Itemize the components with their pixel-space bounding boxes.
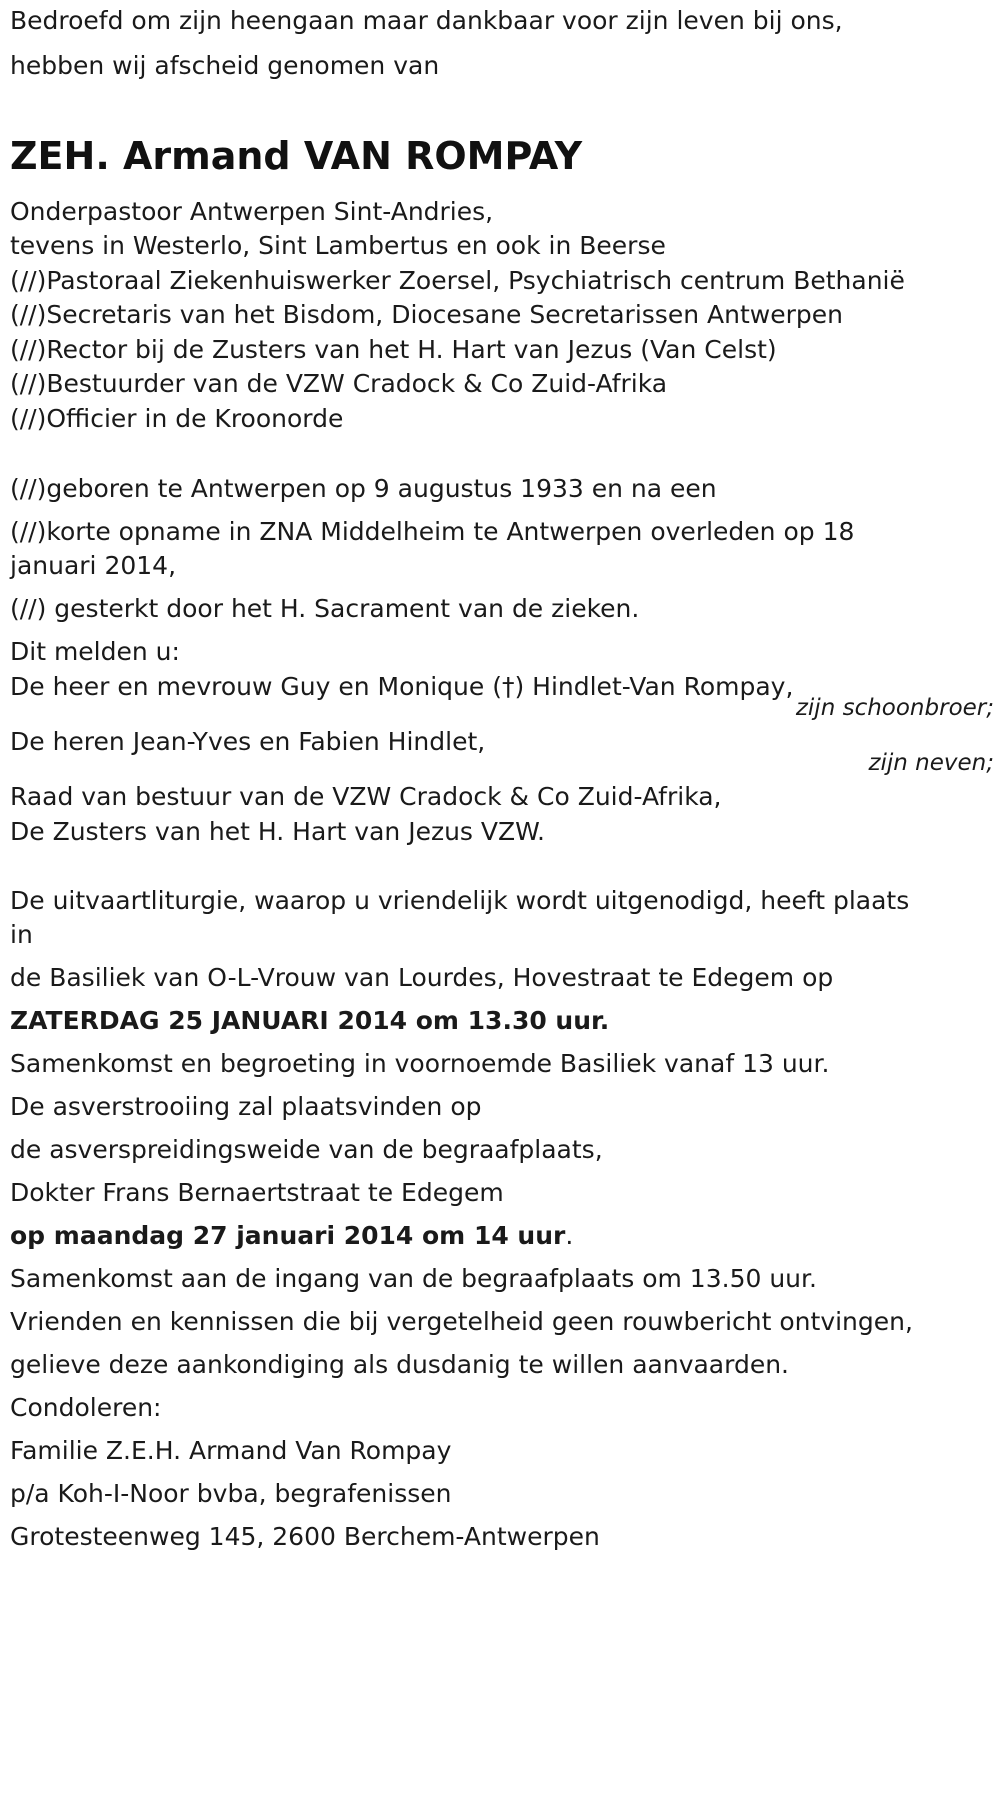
funeral-line-1: De uitvaartliturgie, waarop u vriendelijk wordt uitgenodigd, heeft plaats xyxy=(10,886,910,915)
deceased-name: ZEH. Armand VAN ROMPAY xyxy=(10,134,583,178)
scattering-date-suffix: . xyxy=(565,1221,574,1250)
announcers-intro: Dit melden u: xyxy=(10,637,180,666)
announcer-org-1: Raad van bestuur van de VZW Cradock & Co Zuid-Afrika, xyxy=(10,782,722,811)
function-line: (//)Pastoraal Ziekenhuiswerker Zoersel, Psychiatrisch centrum Bethanië xyxy=(10,266,905,295)
condolences-line-1: Familie Z.E.H. Armand Van Rompay xyxy=(10,1436,452,1465)
scattering-date-line xyxy=(10,1219,573,1252)
funeral-gathering: Samenkomst en begroeting in voornoemde Basiliek vanaf 13 uur. xyxy=(10,1049,830,1078)
function-line: (//)Officier in de Kroonorde xyxy=(10,404,344,433)
notice-line-1: Vrienden en kennissen die bij vergetelheid geen rouwbericht ontvingen, xyxy=(10,1307,913,1336)
intro-line-2: hebben wij afscheid genomen van xyxy=(10,51,440,80)
condolences-label: Condoleren: xyxy=(10,1393,162,1422)
funeral-line-2: de Basiliek van O-L-Vrouw van Lourdes, Hovestraat te Edegem op xyxy=(10,963,834,992)
intro-line-1: Bedroefd om zijn heengaan maar dankbaar voor zijn leven bij ons, xyxy=(10,6,843,35)
announcer-org-2: De Zusters van het H. Hart van Jezus VZW. xyxy=(10,817,545,846)
died-line-2: januari 2014, xyxy=(10,551,177,580)
function-line: (//)Bestuurder van de VZW Cradock & Co Zuid-Afrika xyxy=(10,369,668,398)
born-line: (//)geboren te Antwerpen op 9 augustus 1933 en na een xyxy=(10,474,717,503)
function-line: Onderpastoor Antwerpen Sint-Andries, xyxy=(10,197,494,226)
function-line: (//)Rector bij de Zusters van het H. Hart van Jezus (Van Celst) xyxy=(10,335,777,364)
function-line: tevens in Westerlo, Sint Lambertus en ook in Beerse xyxy=(10,231,666,260)
announcer-family-1: De heer en mevrouw Guy en Monique (†) Hindlet-Van Rompay, xyxy=(10,672,794,701)
condolences-line-2: p/a Koh-I-Noor bvba, begrafenissen xyxy=(10,1479,452,1508)
notice-line-2: gelieve deze aankondiging als dusdanig te willen aanvaarden. xyxy=(10,1350,790,1379)
scattering-line-1: De asverstrooiing zal plaatsvinden op xyxy=(10,1092,482,1121)
funeral-line-1b: in xyxy=(10,920,33,949)
scattering-date: op maandag 27 januari 2014 om 14 uur xyxy=(10,1221,566,1250)
scattering-line-3: Dokter Frans Bernaertstraat te Edegem xyxy=(10,1178,504,1207)
sacrament-line: (//) gesterkt door het H. Sacrament van de zieken. xyxy=(10,594,640,623)
function-line: (//)Secretaris van het Bisdom, Diocesane Secretarissen Antwerpen xyxy=(10,300,843,329)
scattering-gathering: Samenkomst aan de ingang van de begraafplaats om 13.50 uur. xyxy=(10,1264,817,1293)
announcer-family-1-relation: zijn schoonbroer; xyxy=(795,695,994,721)
scattering-line-2: de asverspreidingsweide van de begraafplaats, xyxy=(10,1135,603,1164)
condolences-line-3: Grotesteenweg 145, 2600 Berchem-Antwerpen xyxy=(10,1522,600,1551)
died-line-1: (//)korte opname in ZNA Middelheim te Antwerpen overleden op 18 xyxy=(10,517,855,546)
announcer-family-2-relation: zijn neven; xyxy=(868,750,994,776)
funeral-date: ZATERDAG 25 JANUARI 2014 om 13.30 uur. xyxy=(10,1006,610,1035)
announcer-family-2: De heren Jean-Yves en Fabien Hindlet, xyxy=(10,727,486,756)
